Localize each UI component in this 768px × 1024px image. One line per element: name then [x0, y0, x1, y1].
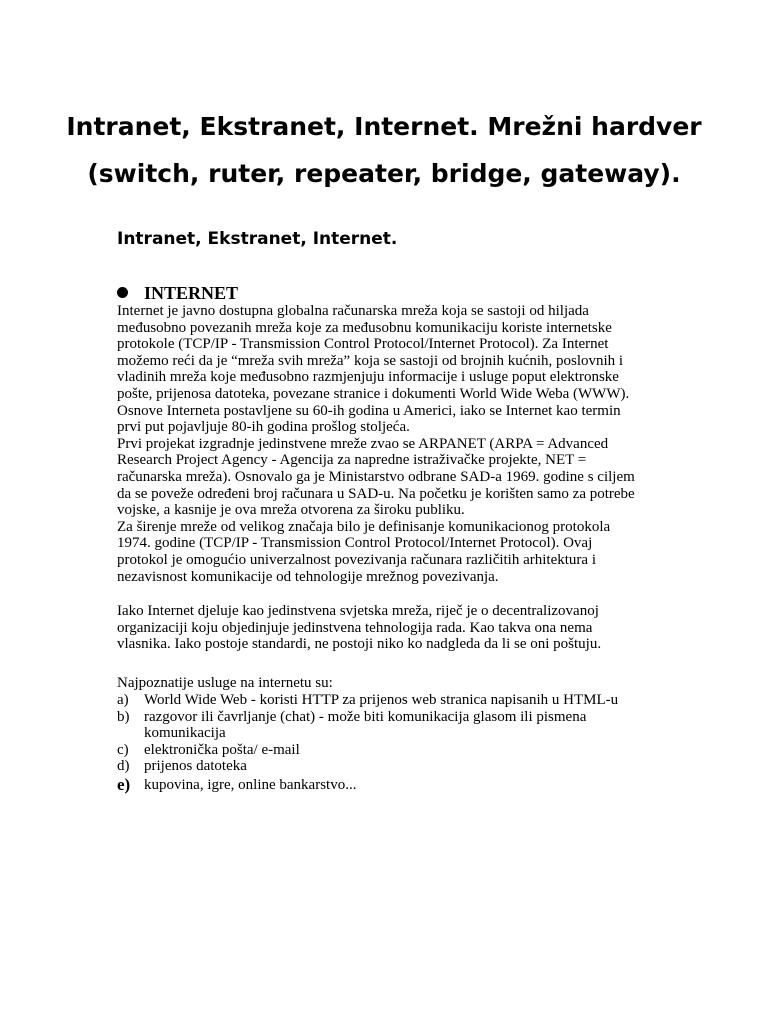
text-line: da se poveže određeni broj računara u SAD-u. Na početku je korišten samo za potrebe — [117, 485, 635, 502]
text-line: Research Project Agency - Agencija za napredne istraživačke projekte, NET = — [117, 452, 587, 469]
list-item-text: prijenos datoteka — [144, 758, 247, 775]
list-item-marker: e) — [117, 774, 131, 794]
text-line: vojske, a kasnije je ova mreža otvorena za široku publiku. — [117, 502, 465, 519]
list-item-marker: a) — [117, 692, 129, 708]
text-line: protokol je omogućio univerzalnost povezivanja računara različitih arhitektura i — [117, 551, 596, 568]
text-line: Osnove Interneta postavljene su 60-ih godina u Americi, iako se Internet kao termin — [117, 402, 621, 419]
list-item-text: komunikacija — [144, 725, 226, 742]
text-line: protokole (TCP/IP - Transmission Control Protocol/Internet Protocol). Za Internet — [117, 336, 609, 353]
list-item-marker: b) — [117, 708, 130, 725]
list-item-text: razgovor ili čavrljanje (chat) - može biti komunikacija glasom ili pismena — [144, 708, 587, 725]
list-item-marker: d) — [117, 758, 130, 775]
text-line: Za širenje mreže od velikog značaja bilo je definisanje komunikacionog protokola — [117, 518, 611, 535]
text-line: vlasnika. Iako postoje standardi, ne postoji niko ko nadgleda da li se oni poštuju. — [117, 636, 602, 653]
text-line: 1974. godine (TCP/IP - Transmission Control Protocol/Internet Protocol). Ovaj — [117, 535, 593, 552]
list-item — [117, 758, 677, 775]
text-line: Internet je javno dostupna globalna računarska mreža koja se sastoji od hiljada — [117, 303, 589, 319]
services-list — [117, 692, 677, 795]
text-line: organizaciji koju objedinjuje jedinstvena tehnologija rada. Kao takva ona nema — [117, 619, 593, 636]
list-item — [117, 709, 677, 742]
text-line: možemo reći da je “mreža svih mreža” koja se sastoji od brojnih kućnih, poslovnih i — [117, 352, 624, 369]
list-item-text: World Wide Web - koristi HTTP za prijenos web stranica napisanih u HTML-u — [144, 692, 619, 708]
text-line: računarska mreža). Osnovalo ga je Ministarstvo odbrane SAD-a 1969. godine s ciljem — [117, 468, 635, 485]
list-item — [117, 742, 677, 759]
paragraph-internet-intro — [117, 303, 677, 585]
list-item-text: kupovina, igre, online bankarstvo... — [144, 776, 357, 793]
list-item — [117, 775, 677, 795]
list-item — [117, 692, 677, 709]
text-line: Iako Internet djeluje kao jedinstvena svjetska mreža, riječ je o decentralizovanoj — [117, 603, 599, 619]
text-line: vladinih mreža koje međusobno razmjenjuju informacije i usluge poput elektronske — [117, 369, 619, 386]
bullet-dot-icon — [117, 287, 128, 298]
document-title-line-2: (switch, ruter, repeater, bridge, gateway). — [87, 159, 681, 188]
list-item-marker: c) — [117, 741, 129, 758]
text-line: prvi put pojavljuje 80-ih godina prošlog stoljeća. — [117, 419, 410, 436]
text-line: međusobno povezanih mreža koje za međusobnu komunikaciju koriste internetske — [117, 319, 612, 336]
list-intro: Najpoznatije usluge na internetu su: — [117, 675, 333, 691]
text-line: Prvi projekat izgradnje jedinstvene mreže zvao se ARPANET (ARPA = Advanced — [117, 435, 609, 452]
text-line: nezavisnost komunikacije od tehnologije mrežnog povezivanja. — [117, 568, 499, 585]
paragraph-decentralized — [117, 603, 677, 653]
internet-heading-text: INTERNET — [144, 283, 239, 303]
section-subheading: Intranet, Ekstranet, Internet. — [117, 229, 398, 249]
text-line: pošte, prijenosa datoteka, povezane stranice i dokumenti World Wide Weba (WWW). — [117, 385, 630, 402]
internet-heading — [117, 283, 238, 303]
document-title-line-1: Intranet, Ekstranet, Internet. Mrežni hardver — [66, 112, 702, 141]
list-item-text: elektronička pošta/ e-mail — [144, 741, 300, 758]
